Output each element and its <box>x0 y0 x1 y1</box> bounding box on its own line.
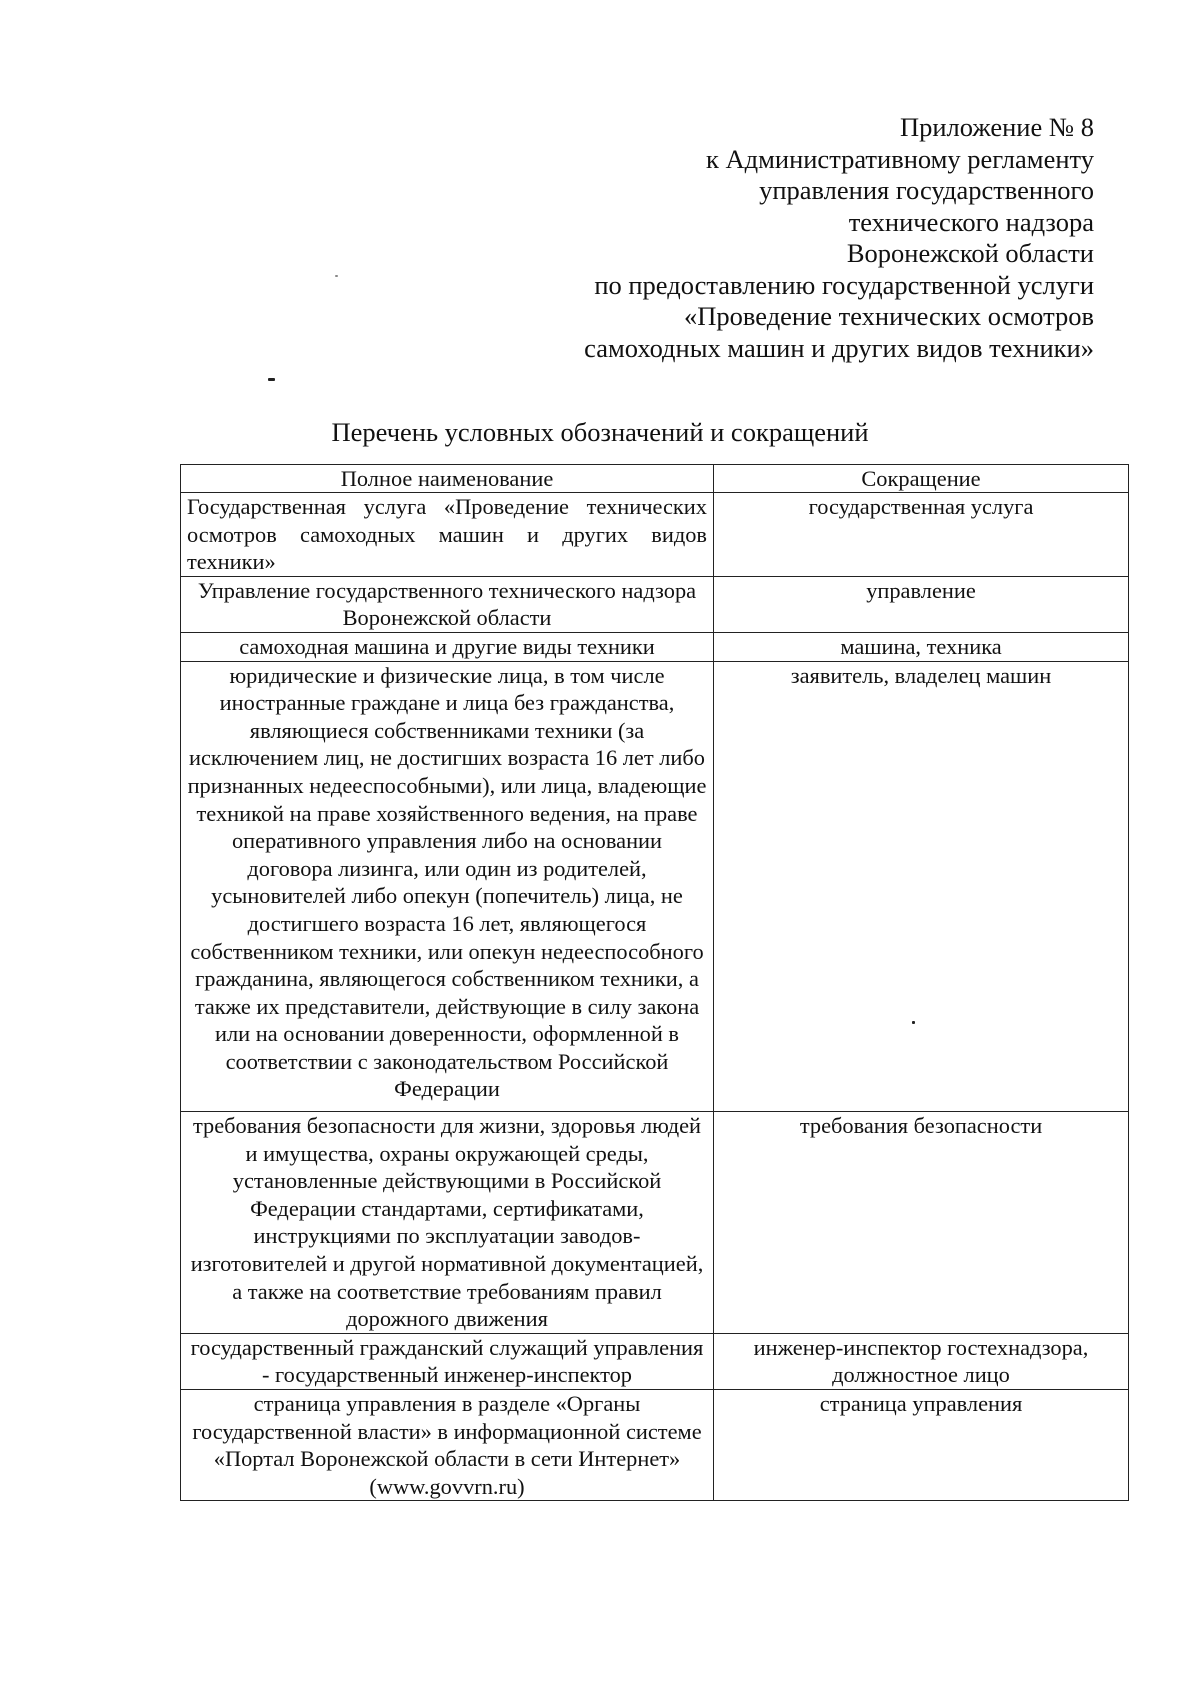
abbreviation-cell: заявитель, владелец машин <box>714 661 1129 1112</box>
full-name-cell: страница управления в разделе «Органы государственной власти» в информационной системе «Портал Воронежской области в сети Интернет» (www.govvrn.ru) <box>181 1390 714 1501</box>
full-name-cell: самоходная машина и другие виды техники <box>181 632 714 661</box>
table-row <box>181 661 1129 1112</box>
header-line: по предоставлению государственной услуги <box>594 269 1094 300</box>
table-row <box>181 493 1129 577</box>
appendix-header <box>474 112 1094 364</box>
header-line: Приложение № 8 <box>899 112 1094 142</box>
header-line: к Административному регламенту <box>706 143 1094 174</box>
table-row <box>181 1333 1129 1389</box>
table-row <box>181 1112 1129 1334</box>
header-line: самоходных машин и других видов техники» <box>584 332 1094 363</box>
header-line: технического надзора <box>848 206 1094 237</box>
scan-speck <box>335 275 338 277</box>
full-name-cell: юридические и физические лица, в том числе иностранные граждане и лица без гражданства, являющиеся собственниками техники (за исключением лиц, не достигших возраста 16 лет либо признанных недееспособными), или лица, владеющие техникой на праве хозяйственного ведения, на праве оперативного управления либо на основании договора лизинга, или один из родителей, усыновителей либо опекун (попечитель) лица, не достигшего возраста 16 лет, являющегося собственником техники, или опекун недееспособного гражданина, являющегося собственником техники, а также их представители, действующие в силу закона или на основании доверенности, оформленной в соответствии с законодательством Российской Федерации <box>181 661 714 1112</box>
column-header-full-name: Полное наименование <box>181 465 714 493</box>
full-name-cell: Управление государственного технического надзора Воронежской области <box>181 576 714 632</box>
full-name-cell: требования безопасности для жизни, здоровья людей и имущества, охраны окружающей среды, установленные действующими в Российской Федерации стандартами, сертификатами, инструкциями по эксплуатации заводов-изготовителей и другой нормативной документацией, а также на соответствие требованиям правил дорожного движения <box>181 1112 714 1334</box>
table-row <box>181 632 1129 661</box>
table-row <box>181 576 1129 632</box>
table-row <box>181 1390 1129 1501</box>
column-header-abbreviation: Сокращение <box>714 465 1129 493</box>
full-name-cell: государственный гражданский служащий управления - государственный инженер-инспектор <box>181 1333 714 1389</box>
abbreviation-cell: требования безопасности <box>714 1112 1129 1334</box>
abbreviations-table <box>180 464 1129 1501</box>
full-name-cell: Государственная услуга «Проведение технических осмотров самоходных машин и других видов техники» <box>181 493 714 577</box>
header-line: управления государственного <box>759 175 1094 205</box>
table-header-row <box>181 465 1129 493</box>
abbreviation-cell: страница управления <box>714 1390 1129 1501</box>
page-title: Перечень условных обозначений и сокращений <box>331 417 869 447</box>
abbreviation-cell: государственная услуга <box>714 493 1129 577</box>
header-line: «Проведение технических осмотров <box>684 301 1094 331</box>
abbreviation-cell: машина, техника <box>714 632 1129 661</box>
abbreviation-cell: управление <box>714 576 1129 632</box>
header-line: Воронежской области <box>846 238 1094 268</box>
scan-speck <box>268 378 275 381</box>
abbreviation-cell: инженер-инспектор гостехнадзора, должностное лицо <box>714 1333 1129 1389</box>
